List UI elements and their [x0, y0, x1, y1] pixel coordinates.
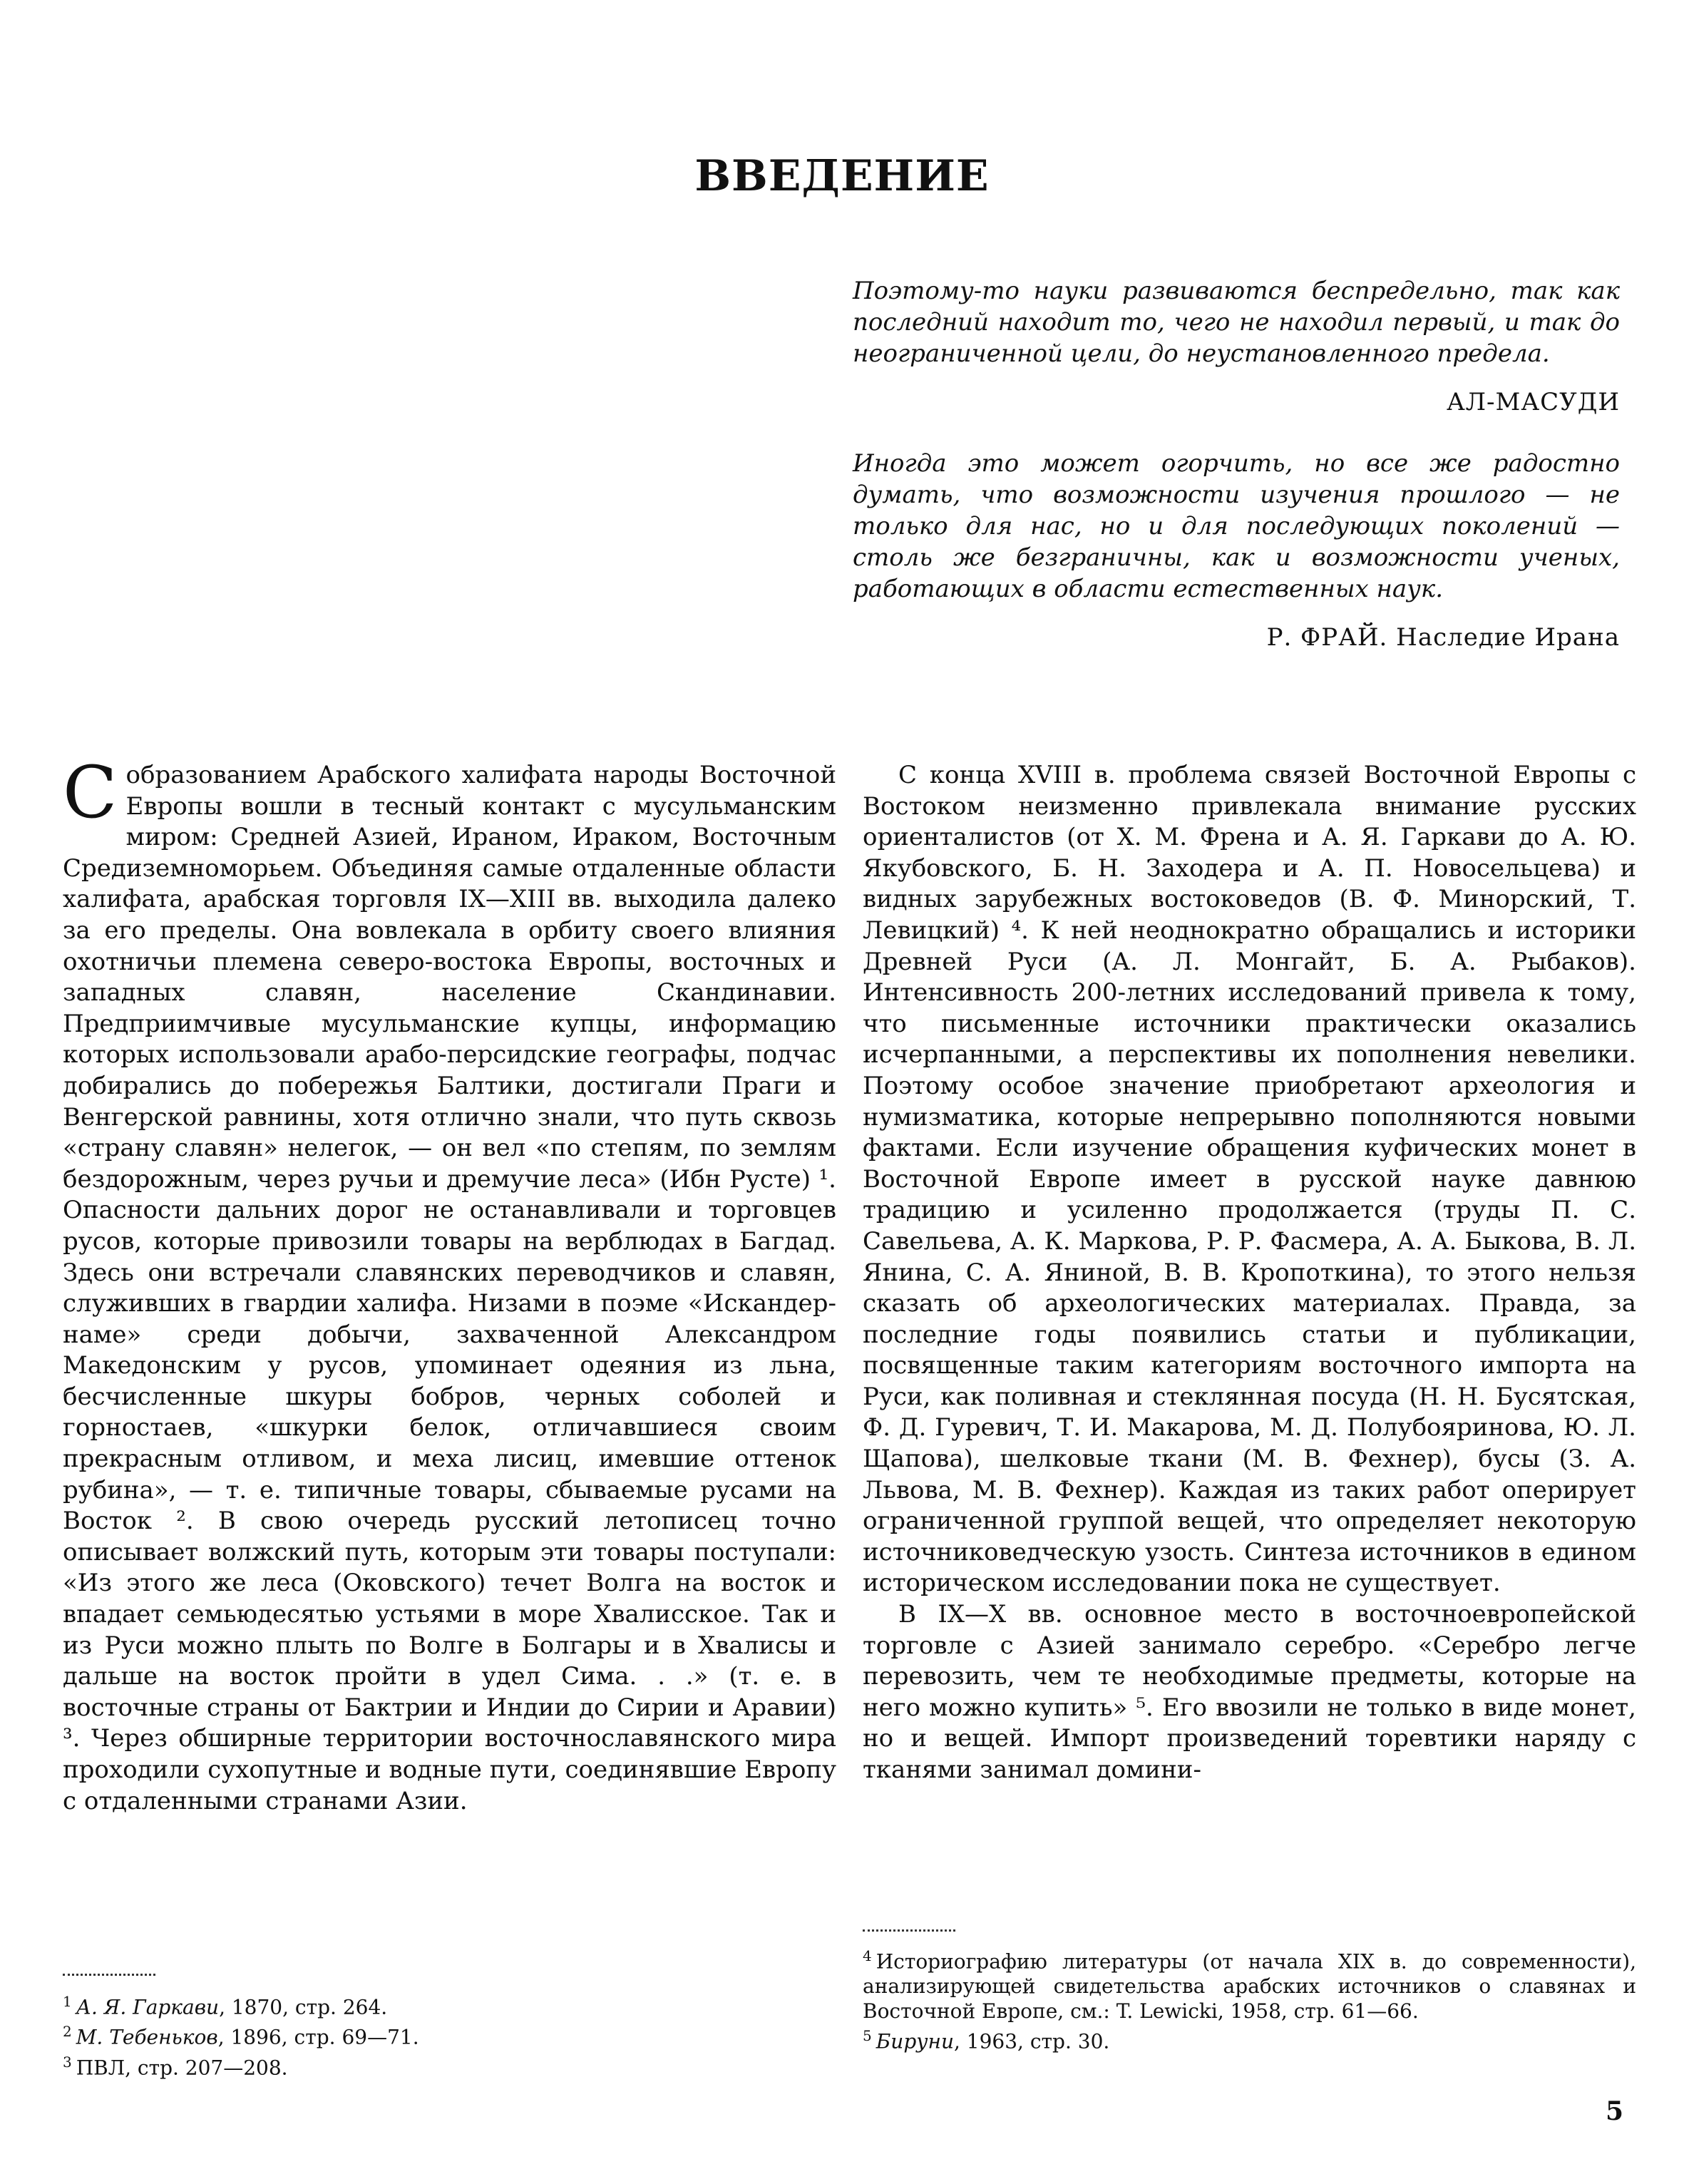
footnote-separator — [63, 1974, 155, 1976]
text-column-left — [63, 751, 836, 1817]
epigraph-author: Р. ФРАЙ. Наследие Ирана — [1266, 623, 1620, 652]
footnote-separator — [863, 1929, 955, 1932]
body-paragraph: В IX—X вв. основное место в восточноевропейской торговле с Азией занимало серебро. «Серебро легче перевозить, чем те необходимые предметы, которые на него можно купить» ⁵. Его ввозили не только в виде монет, но и вещей. Импорт произведений торевтики наряду с тканями занимал домини- — [863, 1600, 1636, 1784]
footnotes-left — [63, 1989, 836, 2080]
drop-cap: С — [63, 751, 118, 834]
body-paragraph: С конца XVIII в. проблема связей Восточной Европы с Востоком неизменно привлекала внимание русских ориенталистов (от Х. М. Френа и А. Я. Гаркави до А. Ю. Якубовского, Б. Н. Заходера и А. П. Новосельцева) и видных зарубежных востоковедов (В. Ф. Минорский, Т. Левицкий) ⁴. К ней неоднократно обращались и историки Древней Руси (А. Л. Монгайт, Б. А. Рыбаков). Интенсивность 200-летних исследований привела к тому, что письменные источники практически оказались исчерпанными, а перспективы их пополнения невелики. Поэтому особое значение приобретают археология и нумизматика, которые непрерывно пополняются новыми фактами. Если изучение обращения куфических монет в Восточной Европе имеет в русской науке давнюю традицию и усиленно продолжается (труды П. С. Савельева, А. К. Маркова, Р. Р. Фасмера, А. А. Быкова, В. Л. Янина, С. А. Яниной, В. В. Кропоткина), то этого нельзя сказать об археологических материалах. Правда, за последние годы появились статьи и публикации, посвященные таким категориям восточного импорта на Руси, как поливная и стеклянная посуда (Н. Н. Бусятская, Ф. Д. Гуревич, Т. И. Макарова, М. Д. Полубояринова, Ю. Л. Щапова), шелковые ткани (М. В. Фехнер), бусы (З. А. Львова, М. В. Фехнер). Каждая из таких работ оперирует ограниченной группой вещей, что определяет некоторую источниковедческую узость. Синтеза источников в едином историческом исследовании пока не существует. — [863, 761, 1636, 1598]
paragraph-text: образованием Арабского халифата народы Восточной Европы вошли в тесный контакт с мусульманским миром: Средней Азией, Ираном, Ираком, Восточным Средиземноморьем. Объединяя самые отдаленные области халифата, арабская торговля IX—XIII вв. выходила далеко за его пределы. Она вовлекала в орбиту своего влияния охотничьи племена северо-востока Европы, восточных и западных славян, население Скандинавии. Предприимчивые мусульманские купцы, информацию которых использовали арабо-персидские географы, подчас добирались до побережья Балтики, достигали Праги и Венгерской равнины, хотя отлично знали, что путь сквозь «страну славян» нелегок, — он вел «по степям, по землям бездорожным, через ручьи и дремучие леса» (Ибн Русте) ¹. Опасности дальних дорог не останавливали и торговцев русов, которые привозили товары на верблюдах в Багдад. Здесь они встречали славянских переводчиков и славян, служивших в гвардии халифа. Низами в поэме «Искандер-наме» среди добычи, захваченной Александром Македонским у русов, упоминает одеяния из льна, бесчисленные шкуры бобров, черных соболей и горностаев, «шкурки белок, отличавшиеся своим прекрасным отливом, и меха лисиц, имевшие оттенок рубина», — т. е. типичные товары, сбываемые русами на Восток ². В свою очередь русский летописец точно описывает волжский путь, которым эти товары поступали: «Из этого же леса (Оковского) течет Волга на восток и впадает семьюдесятью устьями в море Хвалисское. Так и из Руси можно плыть по Волге в Болгары и в Хвалисы и дальше на восток пройти в удел Сима. . .» (т. е. в восточные страны от Бактрии и Индии до Сирии и Аравии) ³. Через обширные территории восточнославянского мира проходили сухопутные и водные пути, соединявшие Европу с отдаленными странами Азии. — [63, 761, 836, 1815]
epigraph-author: АЛ-МАСУДИ — [1446, 388, 1620, 416]
footnotes-right — [863, 1944, 1636, 2054]
page-title: ВВЕДЕНИЕ — [694, 151, 990, 201]
text-column-right — [863, 760, 1636, 1786]
footnote: $^4$ Историографию литературы (от начала XIX в. до современности), анализирующей свидетельства арабских источников о славянах и Восточной Европе, см.: T. Lewicki, 1958, стр. 61—66. — [863, 1947, 1636, 2024]
footnote: $^2$ М. Тебеньков, 1896, стр. 69—71. — [63, 2023, 419, 2049]
footnote: $^5$ Бируни, 1963, стр. 30. — [863, 2027, 1110, 2054]
page-number: 5 — [1606, 2096, 1624, 2126]
epigraph-text: Иногда это может огорчить, но все же радостно думать, что возможности изучения прошлого — не только для нас, но и для последующих поколений — столь же безграничны, как и возможности ученых, работающих в области естественных наук. — [853, 449, 1620, 603]
footnote: $^1$ А. Я. Гаркави, 1870, стр. 264. — [63, 1993, 388, 2019]
footnote: $^3$ ПВЛ, стр. 207—208. — [63, 2053, 288, 2079]
body-paragraph — [63, 751, 836, 1817]
epigraph-text: Поэтому-то науки развиваются беспредельно, так как последний находит то, чего не находил первый, и так до неограниченной цели, до неустановленного предела. — [853, 277, 1620, 368]
epigraphs — [853, 275, 1620, 653]
